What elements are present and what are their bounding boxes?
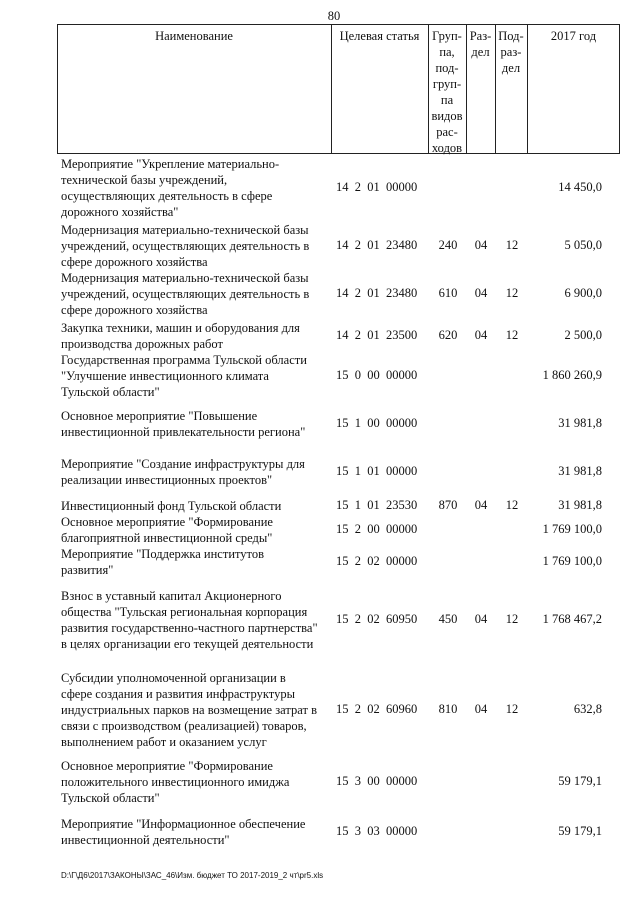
- row-name: Основное мероприятие "Формирование положительного инвестиционного имиджа Тульской области": [61, 759, 290, 805]
- row-code: 14 2 01 23480: [336, 238, 418, 252]
- row-code: 15 2 02 60950: [336, 612, 418, 626]
- header-year: 2017 год: [550, 29, 597, 43]
- row-name: Основное мероприятие "Повышение инвестиционной привлекательности региона": [61, 409, 306, 439]
- header-target-article: Целевая статья: [339, 29, 420, 43]
- row-amount: 632,8: [573, 702, 602, 716]
- footer-file-path: D:\Г\Д6\2017\ЗАКОНЫ\ЗАС_46\Изм. бюджет ТО 2017-2019_2 чт\pr5.xls: [61, 871, 324, 880]
- row-amount: 5 050,0: [564, 238, 602, 252]
- row-name: Модернизация материально-технической базы учреждений, осуществляющих деятельность в сфере дорожного хозяйства: [61, 271, 310, 317]
- row-code: 15 3 00 00000: [336, 774, 418, 788]
- row-group: 450: [438, 612, 458, 626]
- row-name: Мероприятие "Создание инфраструктуры для реализации инвестиционных проектов": [61, 457, 305, 487]
- row-section: 04: [474, 498, 488, 512]
- row-subsection: 12: [505, 238, 519, 252]
- row-amount: 14 450,0: [558, 180, 602, 194]
- row-group: 610: [438, 286, 458, 300]
- row-group: 620: [438, 328, 458, 342]
- row-section: 04: [474, 702, 488, 716]
- row-code: 15 1 00 00000: [336, 416, 418, 430]
- row-name: Закупка техники, машин и оборудования для производства дорожных работ: [61, 321, 300, 351]
- row-section: 04: [474, 328, 488, 342]
- row-code: 14 2 01 23480: [336, 286, 418, 300]
- header-subsection: Под- раз- дел: [498, 29, 524, 75]
- row-amount: 1 769 100,0: [542, 522, 602, 536]
- row-code: 15 1 01 23530: [336, 498, 418, 512]
- row-section: 04: [474, 238, 488, 252]
- row-section: 04: [474, 286, 488, 300]
- row-subsection: 12: [505, 612, 519, 626]
- header-section: Раз- дел: [469, 29, 492, 59]
- row-name: Государственная программа Тульской области "Улучшение инвестиционного климата Тульской области": [61, 353, 307, 399]
- row-subsection: 12: [505, 286, 519, 300]
- row-name: Взнос в уставный капитал Акционерного общества "Тульская региональная корпорация развития государственно-частного партнерства" в целях организации его текущей деятельности: [61, 589, 318, 651]
- row-code: 15 1 01 00000: [336, 464, 418, 478]
- row-amount: 31 981,8: [558, 464, 602, 478]
- row-section: 04: [474, 612, 488, 626]
- row-code: 15 2 00 00000: [336, 522, 418, 536]
- row-amount: 6 900,0: [564, 286, 602, 300]
- row-amount: 59 179,1: [558, 774, 602, 788]
- header-expense-group: Груп- па, под- груп- па видов рас- ходов: [431, 29, 463, 155]
- row-amount: 31 981,8: [558, 416, 602, 430]
- row-code: 15 2 02 60960: [336, 702, 418, 716]
- row-name: Модернизация материально-технической базы учреждений, осуществляющих деятельность в сфере дорожного хозяйства: [61, 223, 310, 269]
- row-amount: 2 500,0: [564, 328, 602, 342]
- row-name: Мероприятие "Укрепление материально- технической базы учреждений, осуществляющих деятельность в сфере дорожного хозяйства": [61, 157, 280, 219]
- row-code: 15 2 02 00000: [336, 554, 418, 568]
- row-amount: 1 768 467,2: [542, 612, 602, 626]
- header-name: Наименование: [155, 29, 233, 43]
- row-code: 15 0 00 00000: [336, 368, 418, 382]
- row-amount: 59 179,1: [558, 824, 602, 838]
- row-name: Инвестиционный фонд Тульской области: [61, 499, 282, 513]
- row-code: 14 2 01 23500: [336, 328, 418, 342]
- row-code: 14 2 01 00000: [336, 180, 418, 194]
- row-group: 870: [438, 498, 458, 512]
- row-subsection: 12: [505, 702, 519, 716]
- row-code: 15 3 03 00000: [336, 824, 418, 838]
- row-name: Субсидии уполномоченной организации в сфере создания и развития инфраструктуры индустриальных парков на возмещение затрат в связи с производством (реализацией) товаров, выполнением работ и оказанием услуг: [61, 671, 317, 749]
- row-amount: 1 769 100,0: [542, 554, 602, 568]
- row-amount: 1 860 260,9: [542, 368, 602, 382]
- row-subsection: 12: [505, 328, 519, 342]
- row-group: 240: [438, 238, 458, 252]
- row-amount: 31 981,8: [558, 498, 602, 512]
- row-name: Мероприятие "Информационное обеспечение инвестиционной деятельности": [61, 817, 306, 847]
- row-subsection: 12: [505, 498, 519, 512]
- row-group: 810: [438, 702, 458, 716]
- page-number: 80: [327, 9, 341, 23]
- row-name: Основное мероприятие "Формирование благоприятной инвестиционной среды": [61, 515, 273, 545]
- row-name: Мероприятие "Поддержка институтов развития": [61, 547, 265, 577]
